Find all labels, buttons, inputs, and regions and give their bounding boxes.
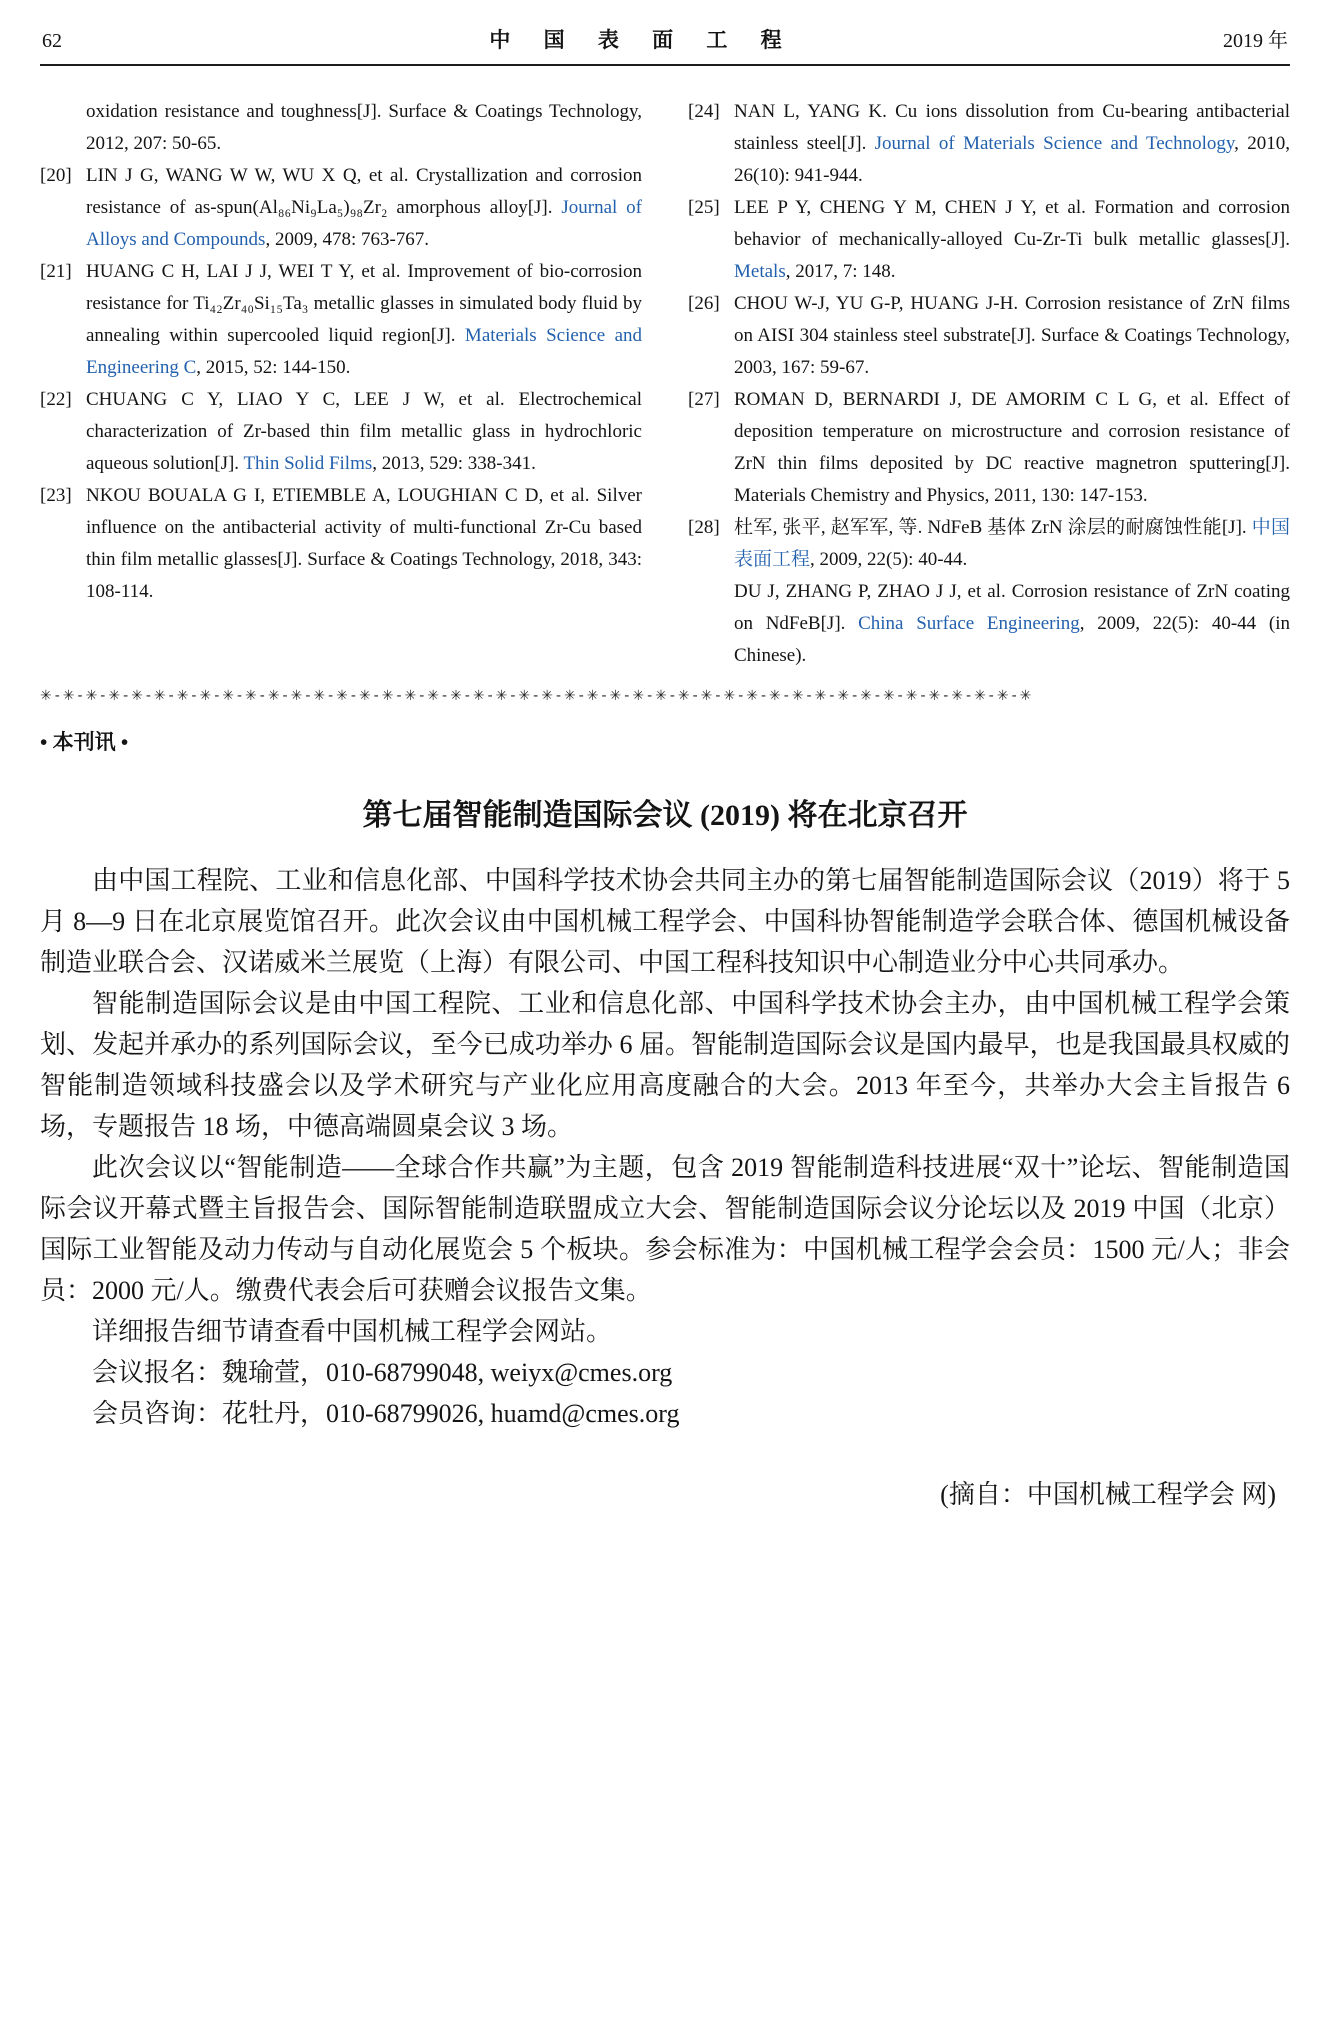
section-separator: ✳-✳-✳-✳-✳-✳-✳-✳-✳-✳-✳-✳-✳-✳-✳-✳-✳-✳-✳-✳-✳-✳-✳-✳-✳-✳-✳-✳-✳-✳-✳-✳-✳-✳-✳-✳-✳-✳-✳-✳-✳-✳-✳-✳ — [40, 688, 1035, 704]
journal-link[interactable]: Thin Solid Films — [243, 453, 373, 474]
reference-item — [40, 480, 642, 608]
news-source: (摘自：中国机械工程学会 网) — [940, 1480, 1276, 1509]
references-column-left — [40, 96, 642, 672]
page-number: 62 — [42, 30, 62, 52]
reference-item — [688, 96, 1290, 192]
journal-link[interactable]: China Surface Engineering — [858, 613, 1080, 634]
news-section — [40, 726, 1290, 1515]
reference-label: [25] — [688, 197, 720, 218]
news-paragraph: 智能制造国际会议是由中国工程院、工业和信息化部、中国科学技术协会主办，由中国机械工程学会策划、发起并承办的系列国际会议，至今已成功举办 6 届。智能制造国际会议是国内最早，也是我国最具权威的智能制造领域科技盛会以及学术研究与产业化应用高度融合的大会。2013 年至今，共举办大会主旨报告 6 场，专题报告 18 场，中德高端圆桌会议 3 场。 — [40, 989, 1290, 1141]
reference-item — [688, 512, 1290, 672]
reference-text: , 2015, 52: 144-150. — [196, 357, 351, 378]
news-contact-membership: 会员咨询：花牡丹，010-68799026, huamd@cmes.org — [92, 1399, 680, 1428]
reference-text: , 2009, 22(5): 40-44. — [810, 549, 968, 570]
running-head — [40, 18, 1290, 66]
reference-text: CHUANG C Y, LIAO Y C, LEE J W, et al. Electrochemical characterization of Zr-based thin film metallic glass in hydrochloric aqueous solution[J]. — [86, 389, 642, 474]
reference-item — [40, 96, 642, 160]
news-paragraph: 此次会议以“智能制造——全球合作共赢”为主题，包含 2019 智能制造科技进展“双十”论坛、智能制造国际会议开幕式暨主旨报告会、国际智能制造联盟成立大会、智能制造国际会议分论坛以及 2019 中国（北京）国际工业智能及动力传动与自动化展览会 5 个板块。参会标准为：中国机械工程学会会员：1500 元/人；非会员：2000 元/人。缴费代表会后可获赠会议报告文集。 — [40, 1153, 1290, 1305]
reference-label: [27] — [688, 389, 720, 410]
reference-label: [23] — [40, 485, 72, 506]
journal-link[interactable]: Metals — [734, 261, 786, 282]
reference-item — [688, 192, 1290, 288]
reference-text: NAN L, YANG K. Cu ions dissolution from Cu-bearing antibacterial stainless steel[J]. — [734, 101, 1290, 154]
reference-text: , 2013, 529: 338-341. — [372, 453, 536, 474]
references-column-right — [688, 96, 1290, 672]
reference-label: [20] — [40, 165, 72, 186]
reference-text: , 2017, 7: 148. — [785, 261, 896, 282]
reference-text: HUANG C H, LAI J J, WEI T Y, et al. Improvement of bio-corrosion resistance for Ti₄₂Zr₄₀Si₁₅Ta₃ metallic glasses in simulated body fluid by annealing within supercooled liquid region[J]. — [86, 261, 642, 346]
reference-text: , 2009, 22(5): 40-44 (in Chinese). — [734, 613, 1290, 666]
journal-link[interactable]: Materials Science and Engineering C — [86, 325, 642, 378]
journal-link[interactable]: Journal of Materials Science and Technology — [874, 133, 1235, 154]
reference-text: NKOU BOUALA G I, ETIEMBLE A, LOUGHIAN C D, et al. Silver influence on the antibacterial activity of multi-functional Zr-Cu based thin film metallic glasses[J]. Surface & Coatings Technology, 2018, 343: 108-114. — [86, 485, 642, 602]
bulletin-label: • 本刊讯 • — [40, 730, 129, 754]
reference-text: DU J, ZHANG P, ZHAO J J, et al. Corrosion resistance of ZrN coating on NdFeB[J]. — [734, 581, 1290, 634]
reference-item — [40, 160, 642, 256]
reference-item — [688, 288, 1290, 384]
reference-label: [26] — [688, 293, 720, 314]
journal-link[interactable]: 中国表面工程 — [734, 517, 1290, 570]
journal-title: 中 国 表 面 工 程 — [489, 28, 796, 52]
news-paragraph: 由中国工程院、工业和信息化部、中国科学技术协会共同主办的第七届智能制造国际会议（2019）将于 5 月 8—9 日在北京展览馆召开。此次会议由中国机械工程学会、中国科协智能制造学会联合体、德国机械设备制造业联合会、汉诺威米兰展览（上海）有限公司、中国工程科技知识中心制造业分中心共同承办。 — [40, 866, 1290, 977]
reference-item — [40, 384, 642, 480]
reference-item — [688, 384, 1290, 512]
news-paragraph: 详细报告细节请查看中国机械工程学会网站。 — [92, 1317, 613, 1346]
header-year: 2019 年 — [1223, 30, 1288, 52]
news-title: 第七届智能制造国际会议 (2019) 将在北京召开 — [362, 799, 968, 832]
reference-text: , 2010, 26(10): 941-944. — [734, 133, 1290, 186]
reference-text: LEE P Y, CHENG Y M, CHEN J Y, et al. Formation and corrosion behavior of mechanically-alloyed Cu-Zr-Ti bulk metallic glasses[J]. — [734, 197, 1290, 250]
reference-label: [28] — [688, 517, 720, 538]
reference-label: [21] — [40, 261, 72, 282]
reference-text: ROMAN D, BERNARDI J, DE AMORIM C L G, et al. Effect of deposition temperature on microstructure and corrosion resistance of ZrN thin films deposited by DC reactive magnetron sputtering[J]. Materials Chemistry and Physics, 2011, 130: 147-153. — [734, 389, 1290, 506]
reference-text: CHOU W-J, YU G-P, HUANG J-H. Corrosion resistance of ZrN films on AISI 304 stainless steel substrate[J]. Surface & Coatings Technology, 2003, 167: 59-67. — [734, 293, 1290, 378]
news-contact-registration: 会议报名：魏瑜萱，010-68799048, weiyx@cmes.org — [92, 1358, 673, 1387]
reference-label: [24] — [688, 101, 720, 122]
reference-list — [40, 96, 1290, 672]
reference-text: 杜军, 张平, 赵军军, 等. NdFeB 基体 ZrN 涂层的耐腐蚀性能[J]. — [734, 517, 1252, 538]
reference-item — [40, 256, 642, 384]
reference-label: [22] — [40, 389, 72, 410]
reference-text: oxidation resistance and toughness[J]. Surface & Coatings Technology, 2012, 207: 50-65. — [86, 101, 642, 154]
reference-text: LIN J G, WANG W W, WU X Q, et al. Crystallization and corrosion resistance of as-spun(Al₈₆Ni₉La₅)₉₈Zr₂ amorphous alloy[J]. — [86, 165, 642, 218]
reference-text: , 2009, 478: 763-767. — [265, 229, 430, 250]
journal-link[interactable]: Journal of Alloys and Compounds — [86, 197, 643, 250]
